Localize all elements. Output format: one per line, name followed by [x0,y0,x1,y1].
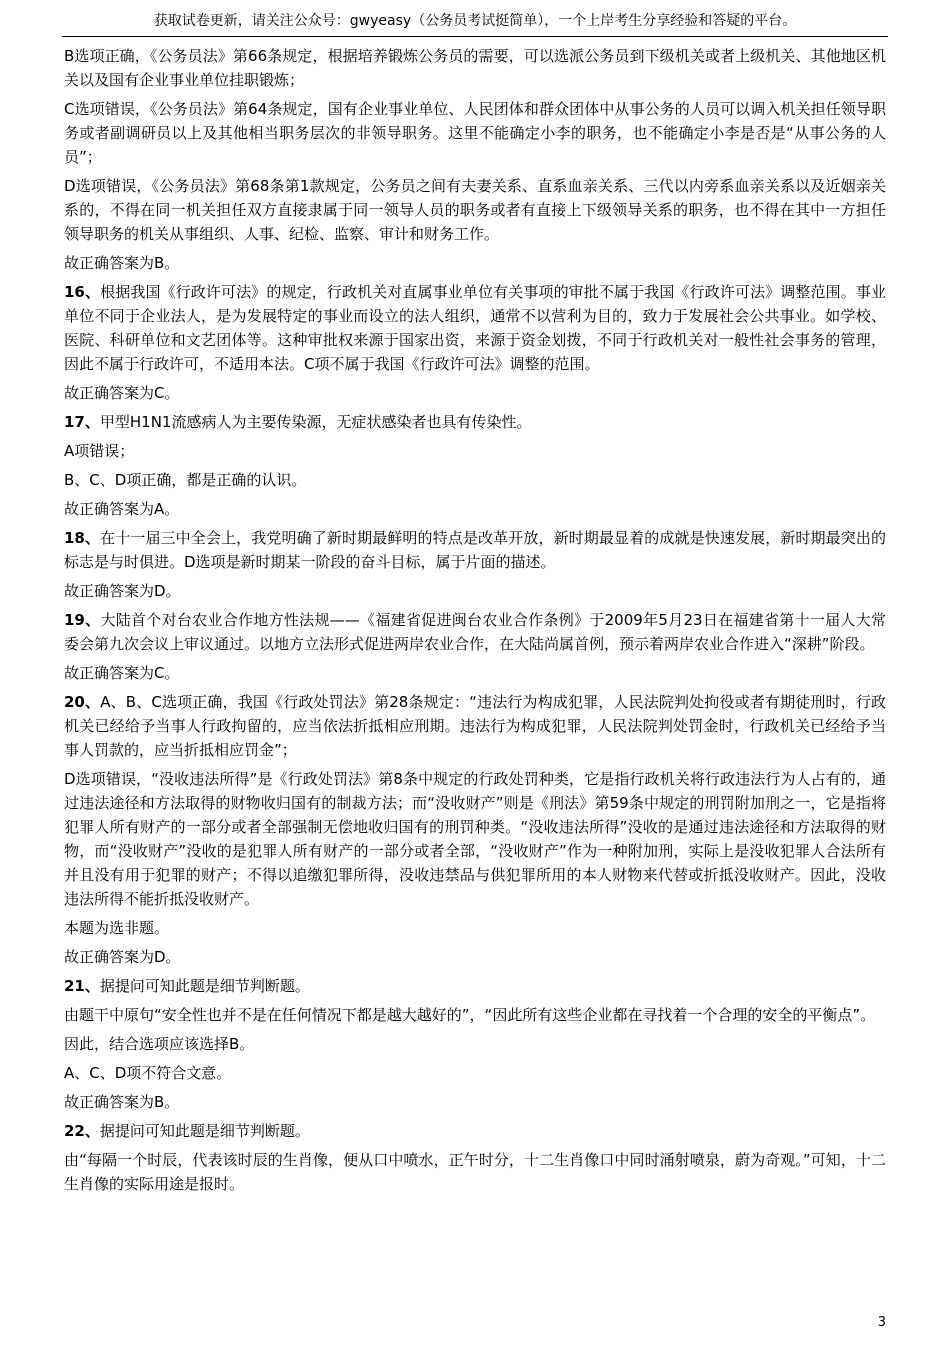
paragraph-text: A、C、D项不符合文意。 [64,1064,232,1082]
question-21 [64,974,886,998]
paragraph [64,97,886,169]
question-number: 22、 [64,1122,100,1140]
paragraph [64,1003,886,1027]
paragraph-text: 故正确答案为C。 [64,664,180,682]
paragraph-text: D选项错误，《公务员法》第68条第1款规定，公务员之间有夫妻关系、直系血亲关系、三代以内旁系血亲关系以及近姻亲关系的，不得在同一机关担任双方直接隶属于同一领导人员的职务或者有直接上下级领导关系的职务，也不得在其中一方担任领导职务的机关从事组织、人事、纪检、监察、审计和财务工作。 [64,177,886,243]
paragraph-text: 故正确答案为C。 [64,384,180,402]
header-divider [62,36,888,37]
question-22 [64,1119,886,1143]
paragraph-text: A项错误； [64,442,135,460]
paragraph [64,1061,886,1085]
paragraph-text: 故正确答案为A。 [64,500,180,518]
paragraph [64,1032,886,1056]
paragraph [64,468,886,492]
answer-line [64,1090,886,1114]
paragraph-text: B选项正确，《公务员法》第66条规定，根据培养锻炼公务员的需要，可以选派公务员到下级机关或者上级机关、其他地区机关以及国有企业事业单位挂职锻炼； [64,47,886,89]
answer-line [64,251,886,275]
paragraph [64,767,886,911]
question-number: 16、 [64,283,101,301]
question-number: 17、 [64,413,100,431]
question-number: 20、 [64,693,101,711]
question-number: 21、 [64,977,100,995]
paragraph [64,439,886,463]
paragraph [64,174,886,246]
paragraph [64,916,886,940]
question-16 [64,280,886,376]
paragraph-text: 故正确答案为D。 [64,582,181,600]
paragraph-text: 据提问可知此题是细节判断题。 [99,1122,310,1140]
paragraph-text: 甲型H1N1流感病人为主要传染源，无症状感染者也具有传染性。 [99,413,532,431]
question-number: 19、 [64,611,101,629]
answer-line [64,497,886,521]
answer-line [64,945,886,969]
paragraph-text: 根据我国《行政许可法》的规定，行政机关对直属事业单位有关事项的审批不属于我国《行政许可法》调整范围。事业单位不同于企业法人，是为发展特定的事业而设立的法人组织，通常不以营利为目的，致力于发展社会公共事业。如学校、医院、科研单位和文艺团体等。这种审批权来源于国家出资，来源于资金划拨，不同于行政机关对一般性社会事务的管理，因此不属于行政许可，不适用本法。C项不属于我国《行政许可法》调整的范围。 [64,283,886,373]
paragraph [64,44,886,92]
paragraph-text: 故正确答案为B。 [64,1093,180,1111]
document-body [64,44,886,1201]
paragraph [64,1148,886,1196]
question-17 [64,410,886,434]
question-20 [64,690,886,762]
paragraph-text: B、C、D项正确，都是正确的认识。 [64,471,307,489]
paragraph-text: 在十一届三中全会上，我党明确了新时期最鲜明的特点是改革开放，新时期最显着的成就是快速发展，新时期最突出的标志是与时俱进。D选项是新时期某一阶段的奋斗目标，属于片面的描述。 [64,529,886,571]
page-number: 3 [877,1315,886,1330]
answer-line [64,579,886,603]
paragraph-text: 由“每隔一个时辰，代表该时辰的生肖像，便从口中喷水，正午时分，十二生肖像口中同时涌射喷泉，蔚为奇观。”可知，十二生肖像的实际用途是报时。 [64,1151,886,1193]
paragraph-text: 据提问可知此题是细节判断题。 [99,977,310,995]
page-header: 获取试卷更新，请关注公众号：gwyeasy（公务员考试挺简单），一个上岸考生分享经验和答疑的平台。 [153,13,797,29]
paragraph-text: A、B、C选项正确，我国《行政处罚法》第28条规定：“违法行为构成犯罪，人民法院判处拘役或者有期徒刑时，行政机关已经给予当事人行政拘留的，应当依法折抵相应刑期。违法行为构成犯罪，人民法院判处罚金时，行政机关已经给予当事人罚款的，应当折抵相应罚金”； [64,693,887,759]
answer-line [64,381,886,405]
question-19 [64,608,886,656]
paragraph-text: 大陆首个对台农业合作地方性法规——《福建省促进闽台农业合作条例》于2009年5月23日在福建省第十一届人大常委会第九次会议上审议通过。以地方立法形式促进两岸农业合作，在大陆尚属首例，预示着两岸农业合作进入“深耕”阶段。 [64,611,887,653]
paragraph-text: 本题为选非题。 [64,919,170,937]
paragraph-text: 由题干中原句“安全性也并不是在任何情况下都是越大越好的”，“因此所有这些企业都在寻找着一个合理的安全的平衡点”。 [64,1006,876,1024]
paragraph-text: 因此，结合选项应该选择B。 [64,1035,255,1053]
question-18 [64,526,886,574]
answer-line [64,661,886,685]
paragraph-text: 故正确答案为B。 [64,254,180,272]
paragraph-text: 故正确答案为D。 [64,948,181,966]
paragraph-text: C选项错误，《公务员法》第64条规定，国有企业事业单位、人民团体和群众团体中从事公务的人员可以调入机关担任领导职务或者副调研员以上及其他相当职务层次的非领导职务。这里不能确定小李的职务，也不能确定小李是否是“从事公务的人员”； [64,100,886,166]
paragraph-text: D选项错误，“没收违法所得”是《行政处罚法》第8条中规定的行政处罚种类，它是指行政机关将行政违法行为人占有的，通过违法途径和方法取得的财物收归国有的制裁方法；而“没收财产”则是《刑法》第59条中规定的刑罚附加刑之一，它是指将犯罪人所有财产的一部分或者全部强制无偿地收归国有的刑罚种类。“没收违法所得”没收的是通过违法途径和方法取得的财物，而“没收财产”没收的是犯罪人所有财产的一部分或者全部，“没收财产”作为一种附加刑，实际上是没收犯罪人合法所有并且没有用于犯罪的财产；不得以追缴犯罪所得，没收违禁品与供犯罪所用的本人财物来代替或折抵没收财产。因此，没收违法所得不能折抵没收财产。 [64,770,886,908]
question-number: 18、 [64,529,101,547]
